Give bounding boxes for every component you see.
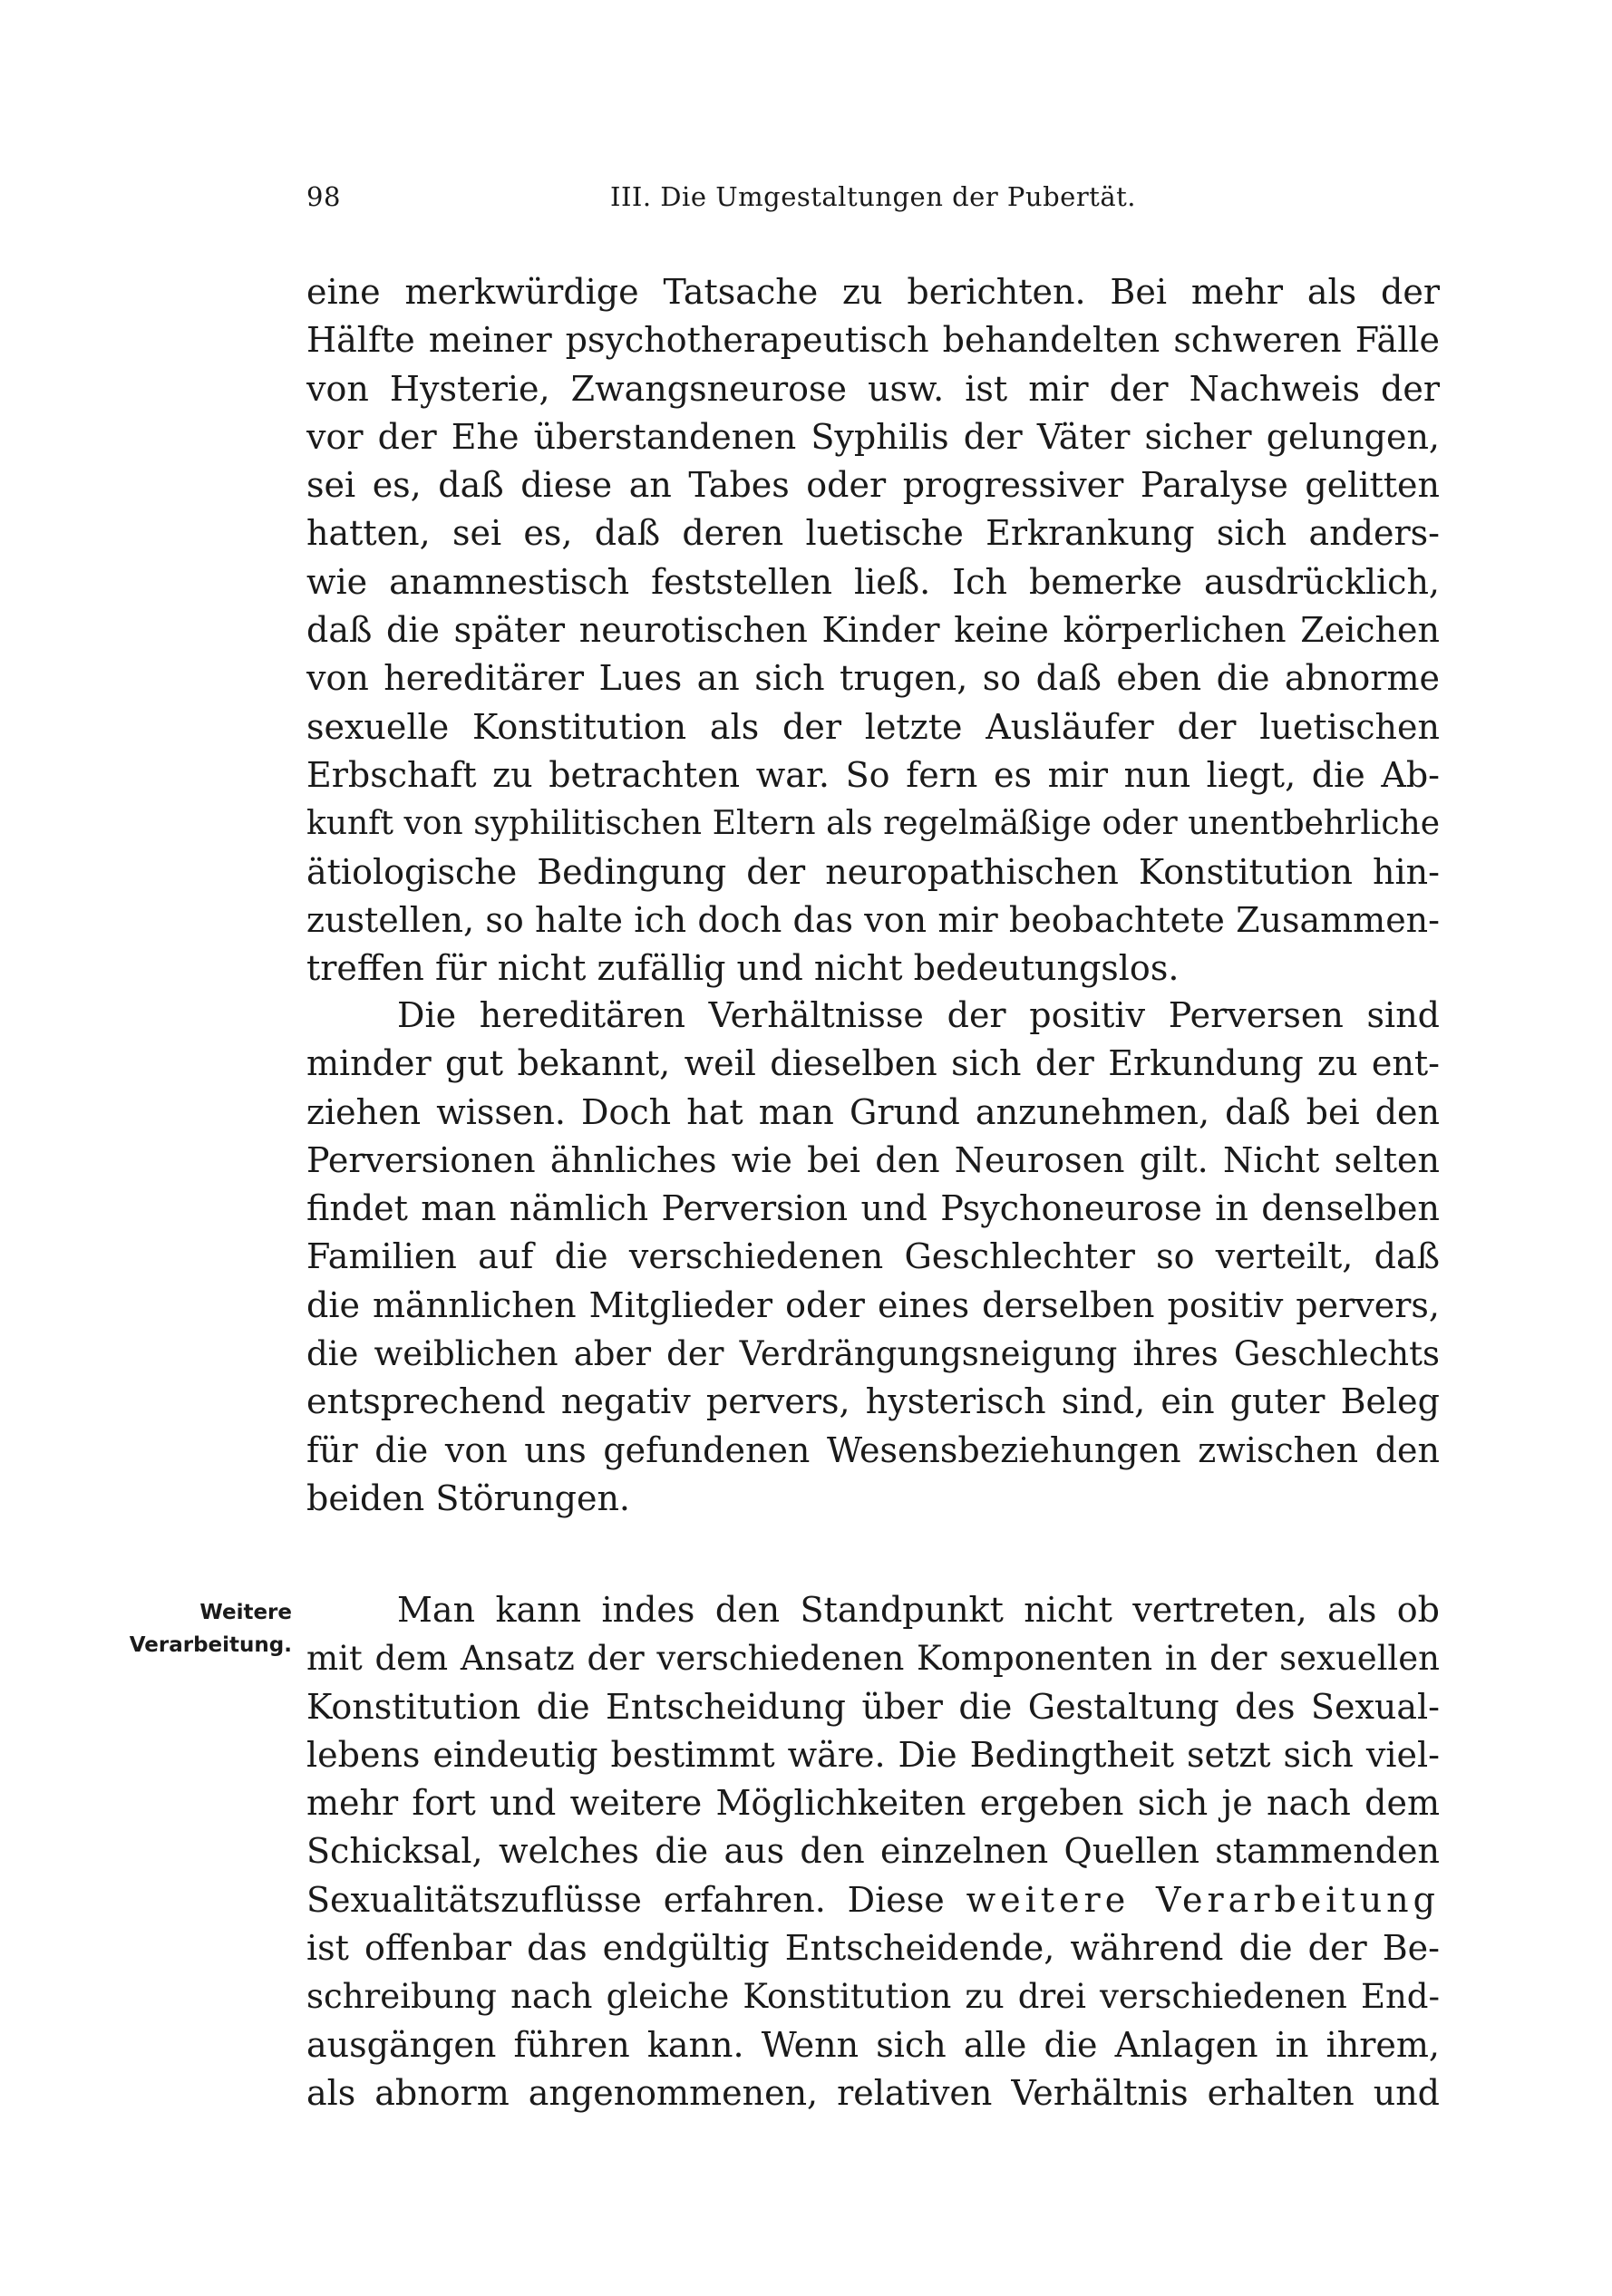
text-line: hatten, sei es, daß deren luetische Erkrankung sich anders- bbox=[306, 513, 1440, 554]
marginal-note-line: Weitere bbox=[199, 1601, 292, 1624]
text-line: Die hereditären Verhältnisse der positiv Perversen sind bbox=[397, 995, 1440, 1035]
text-line: die weiblichen aber der Verdrängungsneigung ihres Geschlechts bbox=[306, 1334, 1440, 1374]
text-line: Erbschaft zu betrachten war. So fern es mir nun liegt, die Ab- bbox=[306, 754, 1440, 795]
text-line: ausgängen führen kann. Wenn sich alle die Anlagen in ihrem, bbox=[306, 2024, 1440, 2065]
text-line: beiden Störungen. bbox=[306, 1477, 630, 1518]
text-line: als abnorm angenommenen, relativen Verhältnis erhalten und bbox=[306, 2072, 1440, 2113]
text-line: Man kann indes den Standpunkt nicht vertreten, als ob bbox=[397, 1590, 1440, 1630]
text-line: ist offenbar das endgültig Entscheidende, während die der Be- bbox=[306, 1928, 1440, 1969]
page-number: 98 bbox=[306, 181, 341, 212]
text-line: schreibung nach gleiche Konstitution zu drei verschiedenen End- bbox=[306, 1977, 1440, 2017]
text-line: treffen für nicht zufällig und nicht bedeutungslos. bbox=[306, 948, 1180, 989]
text-line: Konstitution die Entscheidung über die Gestaltung des Sexual- bbox=[306, 1686, 1440, 1727]
text-line: Hälfte meiner psychotherapeutisch behandelten schweren Fälle bbox=[306, 320, 1440, 361]
paragraph-further-processing bbox=[306, 1586, 1440, 2117]
text-line: zustellen, so halte ich doch das von mir beobachtete Zusammen- bbox=[306, 899, 1440, 940]
paragraph-hereditary bbox=[306, 992, 1440, 1523]
text-line: wie anamnestisch feststellen ließ. Ich bemerke ausdrücklich, bbox=[306, 561, 1440, 602]
text-line: für die von uns gefundenen Wesensbeziehungen zwischen den bbox=[306, 1429, 1440, 1470]
page-header bbox=[306, 181, 1440, 218]
text-line: daß die später neurotischen Kinder keine körperlichen Zeichen bbox=[306, 610, 1440, 651]
marginal-note bbox=[91, 1596, 292, 1661]
text-line-with-emphasis bbox=[306, 1876, 1440, 1924]
text-line: kunft von syphilitischen Eltern als regelmäßige oder unentbehrliche bbox=[306, 805, 1440, 843]
text-line: ziehen wissen. Doch hat man Grund anzunehmen, daß bei den bbox=[306, 1091, 1440, 1132]
text-segment: Sexualitätszuflüsse erfahren. Diese bbox=[306, 1879, 945, 1920]
text-line: findet man nämlich Perversion und Psychoneurose in denselben bbox=[306, 1188, 1440, 1229]
text-line: eine merkwürdige Tatsache zu berichten. Bei mehr als der bbox=[306, 272, 1440, 312]
paragraph-continued bbox=[306, 268, 1440, 993]
text-line: mehr fort und weitere Möglichkeiten ergeben sich je nach dem bbox=[306, 1783, 1440, 1824]
marginal-note-line: Verarbeitung. bbox=[129, 1633, 292, 1657]
text-line: die männlichen Mitglieder oder eines derselben positiv pervers, bbox=[306, 1284, 1440, 1325]
text-line: entsprechend negativ pervers, hysterisch sind, ein guter Beleg bbox=[306, 1381, 1440, 1422]
text-line: Perversionen ähnliches wie bei den Neurosen gilt. Nicht selten bbox=[306, 1139, 1440, 1180]
text-line: minder gut bekannt, weil dieselben sich der Erkundung zu ent- bbox=[306, 1043, 1440, 1084]
text-line: lebens eindeutig bestimmt wäre. Die Bedingtheit setzt sich viel- bbox=[306, 1734, 1440, 1775]
text-line: Schicksal, welches die aus den einzelnen Quellen stammenden bbox=[306, 1831, 1440, 1872]
text-line: vor der Ehe überstandenen Syphilis der Väter sicher gelungen, bbox=[306, 416, 1440, 457]
text-line: ätiologische Bedingung der neuropathischen Konstitution hin- bbox=[306, 851, 1440, 892]
text-line: Familien auf die verschiedenen Geschlechter so verteilt, daß bbox=[306, 1236, 1440, 1277]
text-line: von hereditärer Lues an sich trugen, so daß eben die abnorme bbox=[306, 658, 1440, 699]
emphasized-term: weitere Verarbeitung bbox=[966, 1879, 1440, 1920]
text-line: mit dem Ansatz der verschiedenen Komponenten in der sexuellen bbox=[306, 1639, 1440, 1679]
text-line: sexuelle Konstitution als der letzte Ausläufer der luetischen bbox=[306, 706, 1440, 747]
running-title: III. Die Umgestaltungen der Pubertät. bbox=[609, 181, 1136, 212]
text-line: von Hysterie, Zwangsneurose usw. ist mir der Nachweis der bbox=[306, 368, 1440, 409]
text-line: sei es, daß diese an Tabes oder progressiver Paralyse gelitten bbox=[306, 465, 1440, 506]
